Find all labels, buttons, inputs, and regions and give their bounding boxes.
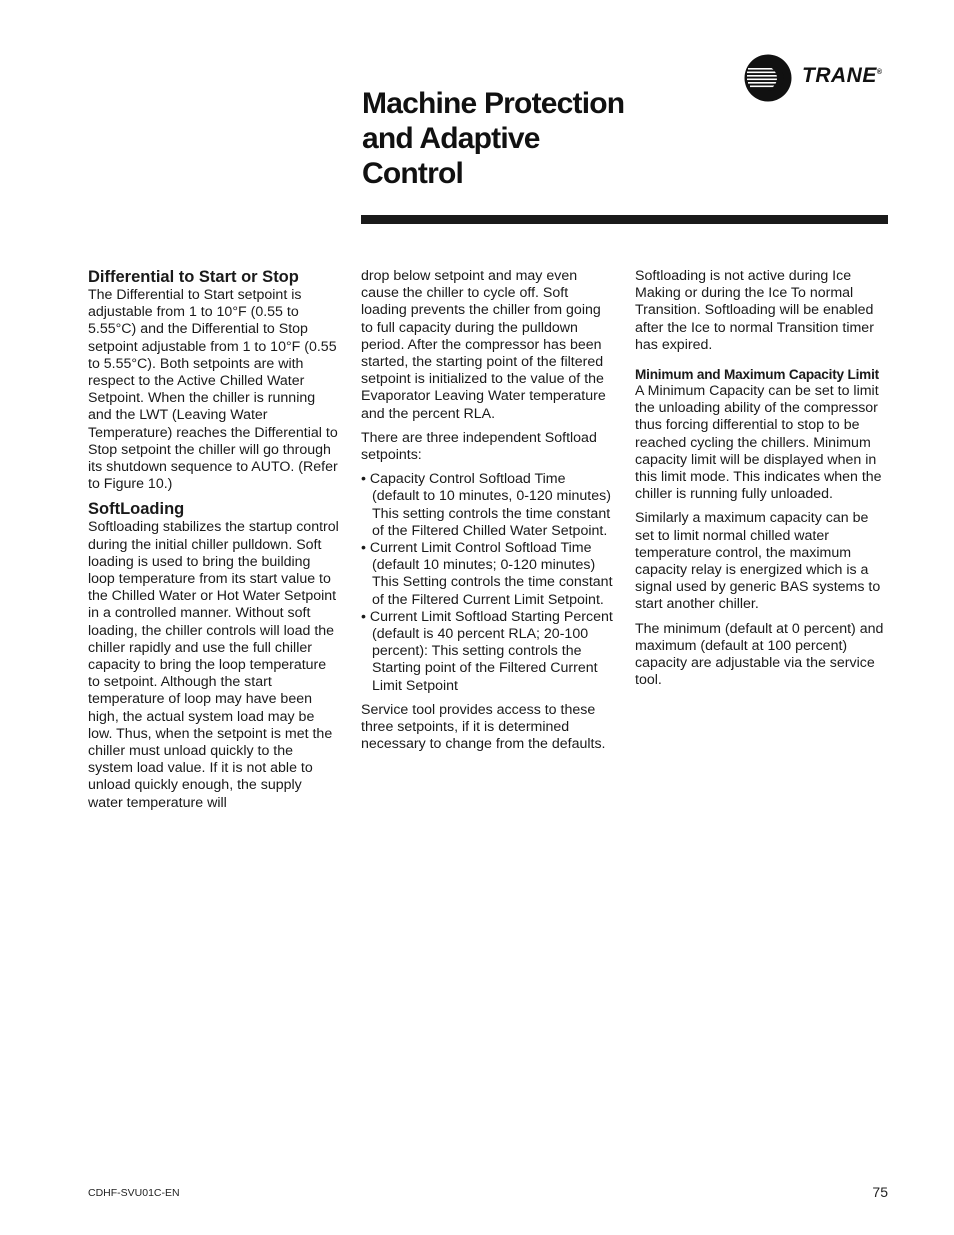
list-item: • Current Limit Softload Starting Percent (default is 40 percent RLA; 20-100 percent): This setting controls the Starting point of the Filtered Current Limit Setpoint [361, 608, 613, 694]
section-heading-capacity-limit: Minimum and Maximum Capacity Limit [635, 367, 879, 383]
column-right [635, 268, 887, 696]
paragraph: Softloading is not active during Ice Making or during the Ice To normal Transition. Softloading will be enabled after the Ice to normal Transition timer has expired. [635, 268, 874, 353]
list-item: • Current Limit Control Softload Time (default 10 minutes; 0-120 minutes) This Setting controls the time constant of the Filtered Current Limit Setpoint. [361, 540, 613, 608]
document-code: CDHF-SVU01C-EN [88, 1187, 180, 1199]
list-item: • Capacity Control Softload Time (default to 10 minutes, 0-120 minutes) This setting controls the time constant of the Filtered Chilled Water Setpoint. [361, 471, 611, 539]
column-middle [361, 268, 613, 760]
title-rule [361, 215, 888, 224]
title-line: Control [362, 157, 464, 190]
title-line: and Adaptive [362, 122, 540, 155]
title-line: Machine Protection [362, 87, 625, 120]
brand-wordmark: TRANE® [802, 64, 883, 87]
section-heading-softloading: SoftLoading [88, 500, 185, 519]
paragraph: drop below setpoint and may even cause the chiller to cycle off. Soft loading prevents the chiller from going to full capacity during the pulldown period. After the compressor has been started, the starting point of the filtered setpoint is initialized to the value of the Evaporator Leaving Water temperature and the percent RLA. [361, 268, 606, 422]
paragraph: Similarly a maximum capacity can be set to limit normal chilled water temperature control, the maximum capacity relay is energized which is a signal used by generic BAS systems to start another chiller. [635, 510, 881, 613]
paragraph: The Differential to Start setpoint is adjustable from 1 to 10°F (0.55 to 5.55°C) and the Differential to Stop setpoint adjustable from 1 to 10°F (0.55 to 5.55°C). Both setpoints are with respect to the Active Chilled Water Setpoint. When the chiller is running and the LWT (Leaving Water Temperature) reaches the Differential to Stop setpoint the chiller will go through its shutdown sequence to AUTO. (Refer to Figure 10.) [88, 287, 338, 493]
paragraph: A Minimum Capacity can be set to limit the unloading ability of the compressor thus forcing differential to stop to be reached cycling the chillers. Minimum capacity limit will be displayed when in this limit mode. This indicates when the chiller is running fully unloaded. [635, 383, 882, 503]
paragraph: There are three independent Softload setpoints: [361, 429, 597, 464]
paragraph: The minimum (default at 0 percent) and maximum (default at 100 percent) capacity are adjustable via the service tool. [635, 620, 884, 689]
page-number: 75 [872, 1184, 888, 1200]
section-heading-differential: Differential to Start or Stop [88, 268, 299, 286]
page-title [362, 86, 782, 191]
paragraph: Service tool provides access to these three setpoints, if it is determined necessary to change from the defaults. [361, 701, 606, 753]
softload-setpoint-list [361, 471, 613, 695]
paragraph: Softloading stabilizes the startup control during the initial chiller pulldown. Soft loading is used to bring the building loop temperature from its start value to the Chilled Water or Hot Water Setpoint in a controlled manner. Without soft loading, the chiller controls will load the chiller rapidly and use the full chiller capacity to bring the loop temperature to setpoint. Although the start temperature of loop may have been high, the actual system load may be low. Thus, when the setpoint is met the chiller must unload quickly to the system load value. If it is not able to unload quickly enough, the supply water temperature will [88, 519, 339, 811]
column-left [88, 268, 340, 819]
